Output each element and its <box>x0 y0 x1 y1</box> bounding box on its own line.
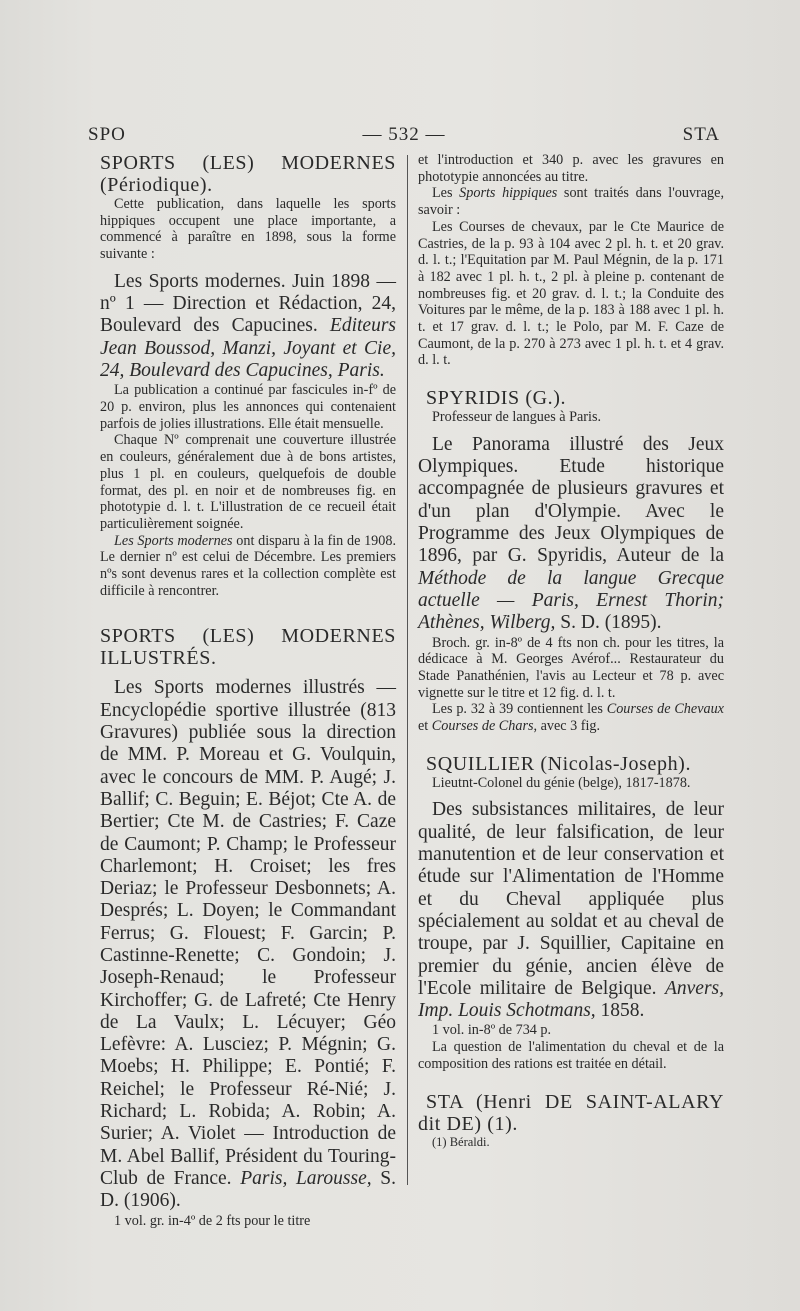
left-column <box>100 152 396 1229</box>
footnote: (1) Béraldi. <box>432 1134 490 1149</box>
paragraph: 1 vol. gr. in-4º de 2 fts pour le titre <box>114 1212 311 1229</box>
column-divider <box>407 155 408 1185</box>
entry-heading-squillier: SQUILLIER (Nicolas-Joseph). <box>426 752 692 775</box>
entry-heading-sports-modernes: SPORTS (LES) MODERNES (Périodique). <box>100 152 396 196</box>
author-note: Professeur de langues à Paris. <box>432 409 602 426</box>
entry-body: Le Panorama illustré des Jeux Olympiques. Etude historique accompagnée de plusieurs gravures et d'un plan d'Olympie. Avec le Programme des Jeux Olympiques de 1896, par G. Spyridis, Auteur de la Méthode de la langue Grecque actuelle — Paris, Ernest Thorin; Athènes, Wilberg, S. D. (1895). <box>418 433 724 634</box>
right-column <box>418 152 724 1150</box>
paragraph: La publication a continué par fascicules in-fº de 20 p. environ, plus les annonces qui contenaient parfois de jolies illustrations. Elle était mensuelle. <box>100 382 396 432</box>
entry-heading-sports-modernes-illustres: SPORTS (LES) MODERNES ILLUSTRÉS. <box>100 625 396 670</box>
entry-heading-spyridis: SPYRIDIS (G.). <box>426 387 567 410</box>
running-header <box>88 124 720 148</box>
paragraph: et l'introduction et 340 p. avec les gravures en phototypie annoncées au titre. <box>418 152 724 185</box>
entry-body: Des subsistances militaires, de leur qualité, de leur falsification, de leur manutention et de leur conservation et étude sur l'Alimentation de l'Homme et du Cheval appliquée plus spécialement au soldat et au cheval de troupe, par J. Squillier, Capitaine en premier du génie, ancien élève de l'Ecole militaire de Belgique. Anvers, Imp. Louis Schotmans, 1858. <box>418 799 725 1022</box>
entry-title: Les Sports modernes. Juin 1898 — nº 1 — Direction et Rédaction, 24, Boulevard des Capucines. Editeurs Jean Boussod, Manzi, Joyant et Cie, 24, Boulevard des Capucines, Paris. <box>100 270 397 381</box>
author-note: Lieutnt-Colonel du génie (belge), 1817-1878. <box>432 774 691 791</box>
paragraph: Chaque Nº comprenait une couverture illustrée en couleurs, généralement due à de bons artistes, plus 1 pl. en couleurs, quelquefois de double format, des pl. en noir et de nombreuses fig. en phototypie d. l. t. L'illustration de ce recueil était particulièrement soignée. <box>100 432 396 532</box>
header-left: SPO <box>88 124 126 145</box>
paragraph: Les Courses de chevaux, par le Cte Maurice de Castries, de la p. 93 à 104 avec 2 pl. h. t. et 20 grav. d. l. t.; l'Equitation par M. Paul Mégnin, de la p. 171 à 182 avec 1 pl. h. t., 2 pl. à pleine p. contenant de nombreuses fig. et 20 grav. d. l. t.; la Conduite des Voitures par le même, de la p. 183 à 188 avec 1 pl. h. t. et 17 grav. d. l. t.; le Polo, par M. F. Caze de Caumont, de la p. 270 à 273 avec 1 pl. h. t. et 4 grav. d. l. t. <box>418 218 724 369</box>
entry-heading-sta: STA (Henri DE SAINT-ALARY dit DE) (1). <box>418 1090 724 1135</box>
header-right: STA <box>682 124 720 145</box>
paragraph: Les p. 32 à 39 contiennent les Courses de Chevaux et Courses de Chars, avec 3 fig. <box>418 701 724 735</box>
paragraph: La question de l'alimentation du cheval et de la composition des rations est traitée en détail. <box>418 1039 724 1072</box>
paragraph: Broch. gr. in-8º de 4 fts non ch. pour les titres, la dédicace à M. Georges Avérof... Restaurateur du Stade Panathénien, l'avis au Lecteur et 78 p. avec vignette sur le titre et 12 fig. d. l. t. <box>418 634 724 701</box>
paragraph: Les Sports hippiques sont traités dans l'ouvrage, savoir : <box>418 185 724 219</box>
paragraph: Cette publication, dans laquelle les sports hippiques occupent une place importante, a commencé à paraître en 1898, sous la forme suivante : <box>100 196 396 263</box>
entry-body: Les Sports modernes illustrés — Encyclopédie sportive illustrée (813 Gravures) publiée sous la direction de MM. P. Moreau et G. Voulquin, avec le concours de MM. P. Augé; J. Ballif; C. Beguin; E. Béjot; Cte A. de Bertier; Cte M. de Castries; F. Caze de Caumont; P. Champ; le Professeur Charlemont; H. Croiset; les fres Deriaz; le Professeur Desbonnets; A. Després; L. Doyen; le Commandant Ferrus; G. Flouest; F. Garcin; P. Castinne-Renette; C. Gondoin; J. Joseph-Renaud; le Professeur Kirchoffer; G. de Lafreté; Cte Henry de La Vaulx; L. Lécuyer; Géo Lefèvre: A. Lusciez; P. Mégnin; G. Moebs; H. Philippe; E. Pontié; F. Reichel; le Professeur Ré-Nié; J. Richard; L. Robida; A. Robin; A. Surier; A. Violet — Introduction de M. Abel Ballif, Président du Touring-Club de France. Paris, Larousse, S. D. (1906). <box>100 677 396 1212</box>
paragraph: Les Sports modernes ont disparu à la fin de 1908. Le dernier nº est celui de Décembre. Les premiers nºs sont devenus rares et la collection complète est difficile à rencontrer. <box>100 532 397 599</box>
page-number: — 532 — <box>362 124 446 145</box>
paragraph: 1 vol. in-8º de 734 p. <box>432 1022 552 1039</box>
